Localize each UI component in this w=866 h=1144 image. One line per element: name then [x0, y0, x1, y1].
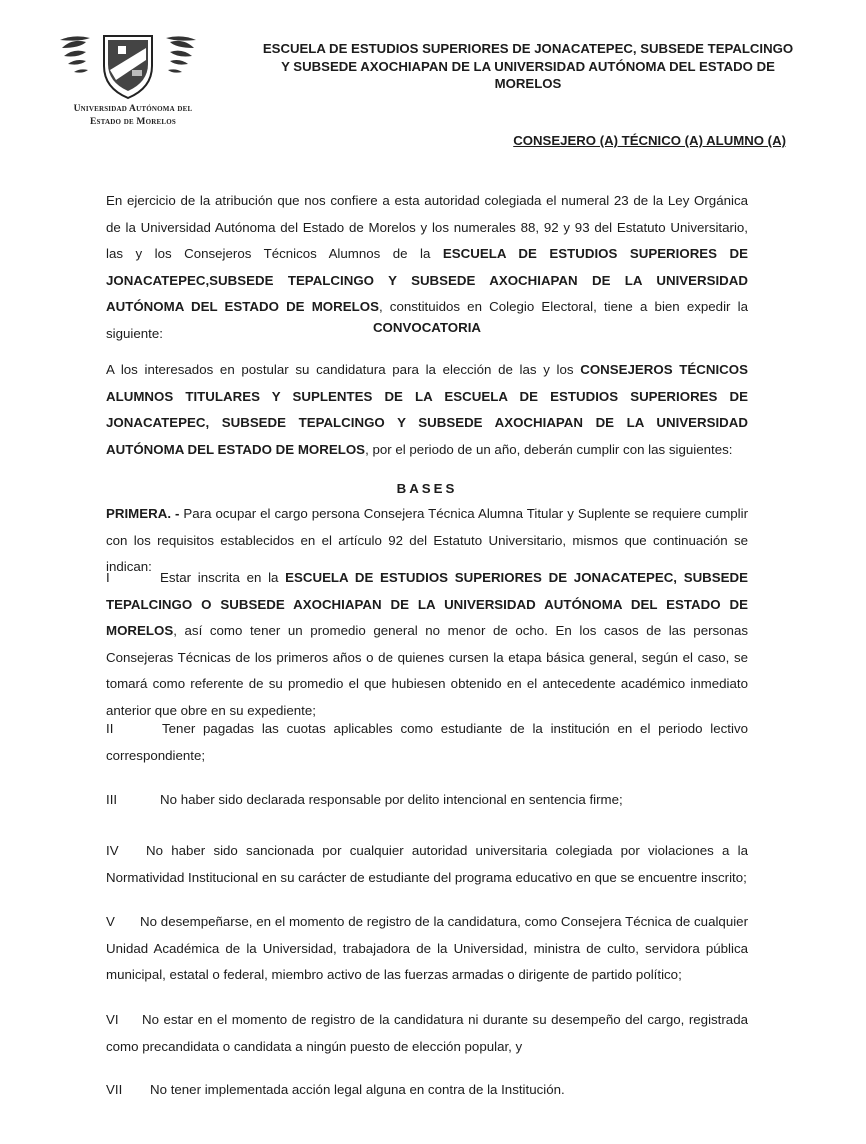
- university-name-line-1: Universidad Autónoma del: [73, 104, 193, 114]
- item-text: No estar en el momento de registro de la candidatura ni durante su desempeño del cargo, registrada como precandidata o candidata a ningún puesto de elección popular, y: [106, 1012, 748, 1054]
- bases-title: BASES: [396, 481, 458, 496]
- call-paragraph: [106, 357, 748, 463]
- requirement-item-i: [106, 565, 748, 725]
- council-title: CONSEJERO (A) TÉCNICO (A) ALUMNO (A): [513, 133, 786, 148]
- primera-label: PRIMERA. -: [106, 506, 180, 521]
- item-number: VI: [106, 1012, 119, 1027]
- requirement-item-ii: [106, 716, 748, 769]
- intro-text: En ejercicio de la atribución que nos confiere a esta autoridad colegiada el numeral 23 de la Ley Orgánica de la Universidad Autónoma del Estado de Morelos y los numerales 88, 92 y 93 del Estatuto Universitario, las y los Consejeros Técnicos Alumnos de la: [106, 193, 748, 262]
- item-number: IV: [106, 843, 119, 858]
- item-number: III: [106, 792, 118, 807]
- intro-end: , constituidos en Colegio Electoral, tiene a bien expedir la siguiente:: [106, 299, 748, 341]
- item-text: No haber sido sancionada por cualquier autoridad universitaria colegiada por violaciones a la Normatividad Institucional en su carácter de estudiante del programa educativo en que se encuentre inscrito;: [106, 843, 748, 885]
- item-text: Tener pagadas las cuotas aplicables como estudiante de la institución en el periodo lectivo correspondiente;: [106, 721, 748, 763]
- item-text: No haber sido declarada responsable por delito intencional en sentencia firme;: [160, 792, 623, 807]
- university-name: [48, 103, 218, 129]
- call-text: A los interesados en postular su candidatura para la elección de las y los: [106, 362, 581, 377]
- item-text: No tener implementada acción legal alguna en contra de la Institución.: [150, 1082, 565, 1097]
- requirement-item-iv: [106, 838, 748, 891]
- call-end: , por el periodo de un año, deberán cumplir con las siguientes:: [365, 441, 733, 457]
- item-number: II: [106, 721, 114, 736]
- requirement-item-vii: [106, 1077, 748, 1104]
- call-council-names: CONSEJEROS TÉCNICOS ALUMNOS TITULARES Y SUPLENTES DE LA ESCUELA DE ESTUDIOS SUPERIORES DE JONACATEPEC, SUBSEDE TEPALCINGO Y SUBSEDE AXOCHIAPAN DE LA UNIVERSIDAD AUTÓNOMA DEL ESTADO DE MORELOS: [106, 362, 748, 457]
- intro-school-name: ESCUELA DE ESTUDIOS SUPERIORES DE JONACATEPEC,SUBSEDE TEPALCINGO Y SUBSEDE AXOCHIAPAN DE LA UNIVERSIDAD AUTÓNOMA DEL ESTADO DE MORELOS: [106, 246, 748, 315]
- primera-text: Para ocupar el cargo persona Consejera Técnica Alumna Titular y Suplente se requiere cumplir con los requisitos establecidos en el artículo 92 del Estatuto Universitario, mismos que continuación se indican:: [106, 506, 749, 575]
- item-number: VII: [106, 1082, 123, 1097]
- item-school-name: ESCUELA DE ESTUDIOS SUPERIORES DE JONACATEPEC, SUBSEDE TEPALCINGO O SUBSEDE AXOCHIAPAN DE LA UNIVERSIDAD AUTÓNOMA DEL ESTADO DE MORELOS: [106, 570, 748, 639]
- item-text: No desempeñarse, en el momento de registro de la candidatura, como Consejera Técnica de cualquier Unidad Académica de la Universidad, trabajadora de la Universidad, ministra de culto, servidora pública municipal, estatal o federal, miembro activo de las fuerzas armadas o dirigente de partido político;: [106, 914, 748, 983]
- item-number: V: [106, 914, 115, 929]
- item-number: I: [106, 570, 110, 585]
- convocatoria-title: CONVOCATORIA: [372, 320, 482, 335]
- document-header-title: ESCUELA DE ESTUDIOS SUPERIORES DE JONACATEPEC, SUBSEDE TEPALCINGO Y SUBSEDE AXOCHIAPAN DE LA UNIVERSIDAD AUTÓNOMA DEL ESTADO DE MORELOS: [262, 41, 794, 91]
- item-text: Estar inscrita en la: [160, 570, 286, 585]
- requirement-item-v: [106, 909, 748, 989]
- university-seal-logo: [58, 30, 198, 102]
- requirement-item-vi: [106, 1007, 748, 1060]
- item-text-end: , así como tener un promedio general no menor de ocho. En los casos de las personas Consejeras Técnicas de los primeros años o de quienes cursen la etapa básica general, según el caso, se tomará como referente de su promedio el que hubiesen obtenido en el antecedente académico inmediato anterior que obre en su expediente;: [106, 623, 748, 718]
- requirement-item-iii: [106, 787, 748, 814]
- university-name-line-2: Estado de Morelos: [90, 117, 176, 127]
